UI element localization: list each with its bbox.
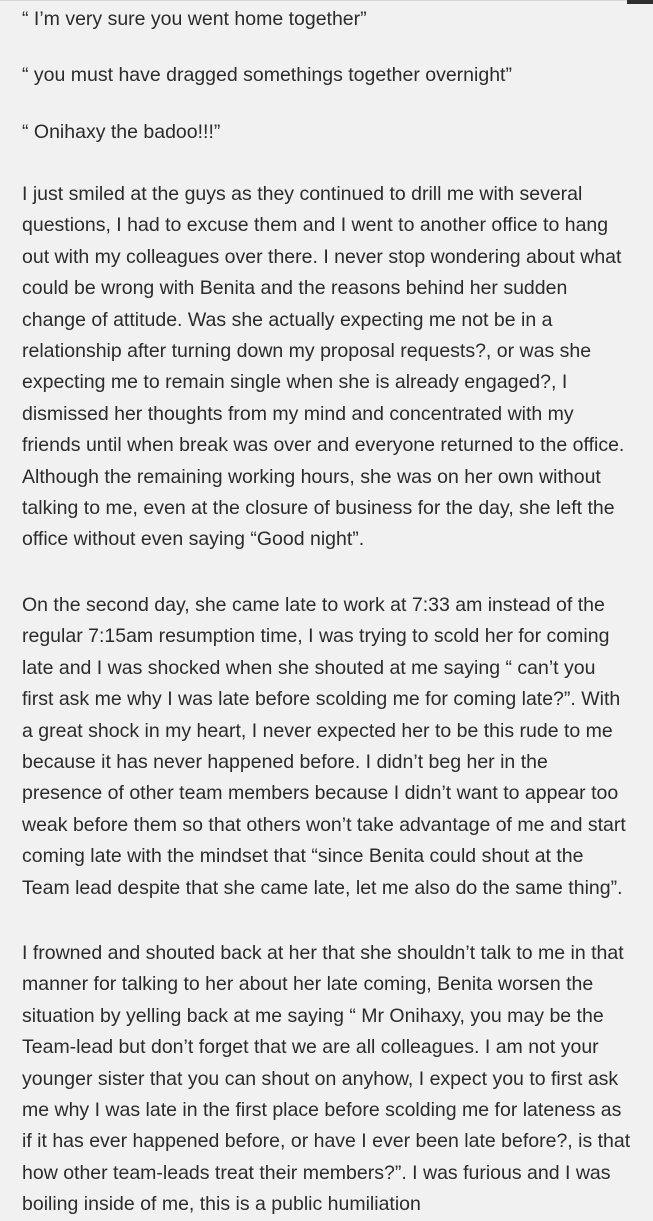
story-paragraph-3: I frowned and shouted back at her that she shouldn’t talk to me in that manner for talking to her about her late coming, Benita worsen the situation by yelling back at me saying “ Mr Onihaxy, you may be the Team-lead but don’t forget that we are all colleagues. I am not your younger sister that you can shout on anyhow, I expect you to first ask me why I was late in the first place before scolding me for lateness as if it has ever happened before, or have I ever been late before?, is that how other team-leads treat their members?”. I was furious and I was boiling inside of me, this is a public humiliation	[22, 941, 631, 1216]
story-paragraph-1: I just smiled at the guys as they continued to drill me with several questions, I had to excuse them and I went to another office to hang out with my colleagues over there. I never stop wondering about what could be wrong with Benita and the reasons behind her sudden change of attitude. Was she actually expecting me not be in a relationship after turning down my proposal requests?, or was she expecting me to remain single when she is already engaged?, I dismissed her thoughts from my mind and concentrated with my friends until when break was over and everyone returned to the office. Although the remaining working hours, she was on her own without talking to me, even at the closure of business for the day, she left the office without even saying “Good night”.	[22, 183, 625, 551]
dialogue-quote-3: “ Onihaxy the badoo!!!”	[22, 121, 221, 143]
article-body	[22, 4, 632, 1221]
top-divider-line	[0, 0, 653, 1]
dialogue-quote-1: “ I’m very sure you went home together”	[22, 8, 367, 30]
story-paragraph-2: On the second day, she came late to work at 7:33 am instead of the regular 7:15am resumption time, I was trying to scold her for coming late and I was shocked when she shouted at me saying “ can’t you first ask me why I was late before scolding me for coming late?”. With a great shock in my heart, I never expected her to be this rude to me because it has never happened before. I didn’t beg her in the presence of other team members because I didn’t want to appear too weak before them so that others won’t take advantage of me and start coming late with the mindset that “since Benita could shout at the Team lead despite that she came late, let me also do the same thing”.	[22, 593, 626, 899]
dialogue-quote-2: “ you must have dragged somethings together overnight”	[22, 64, 512, 86]
